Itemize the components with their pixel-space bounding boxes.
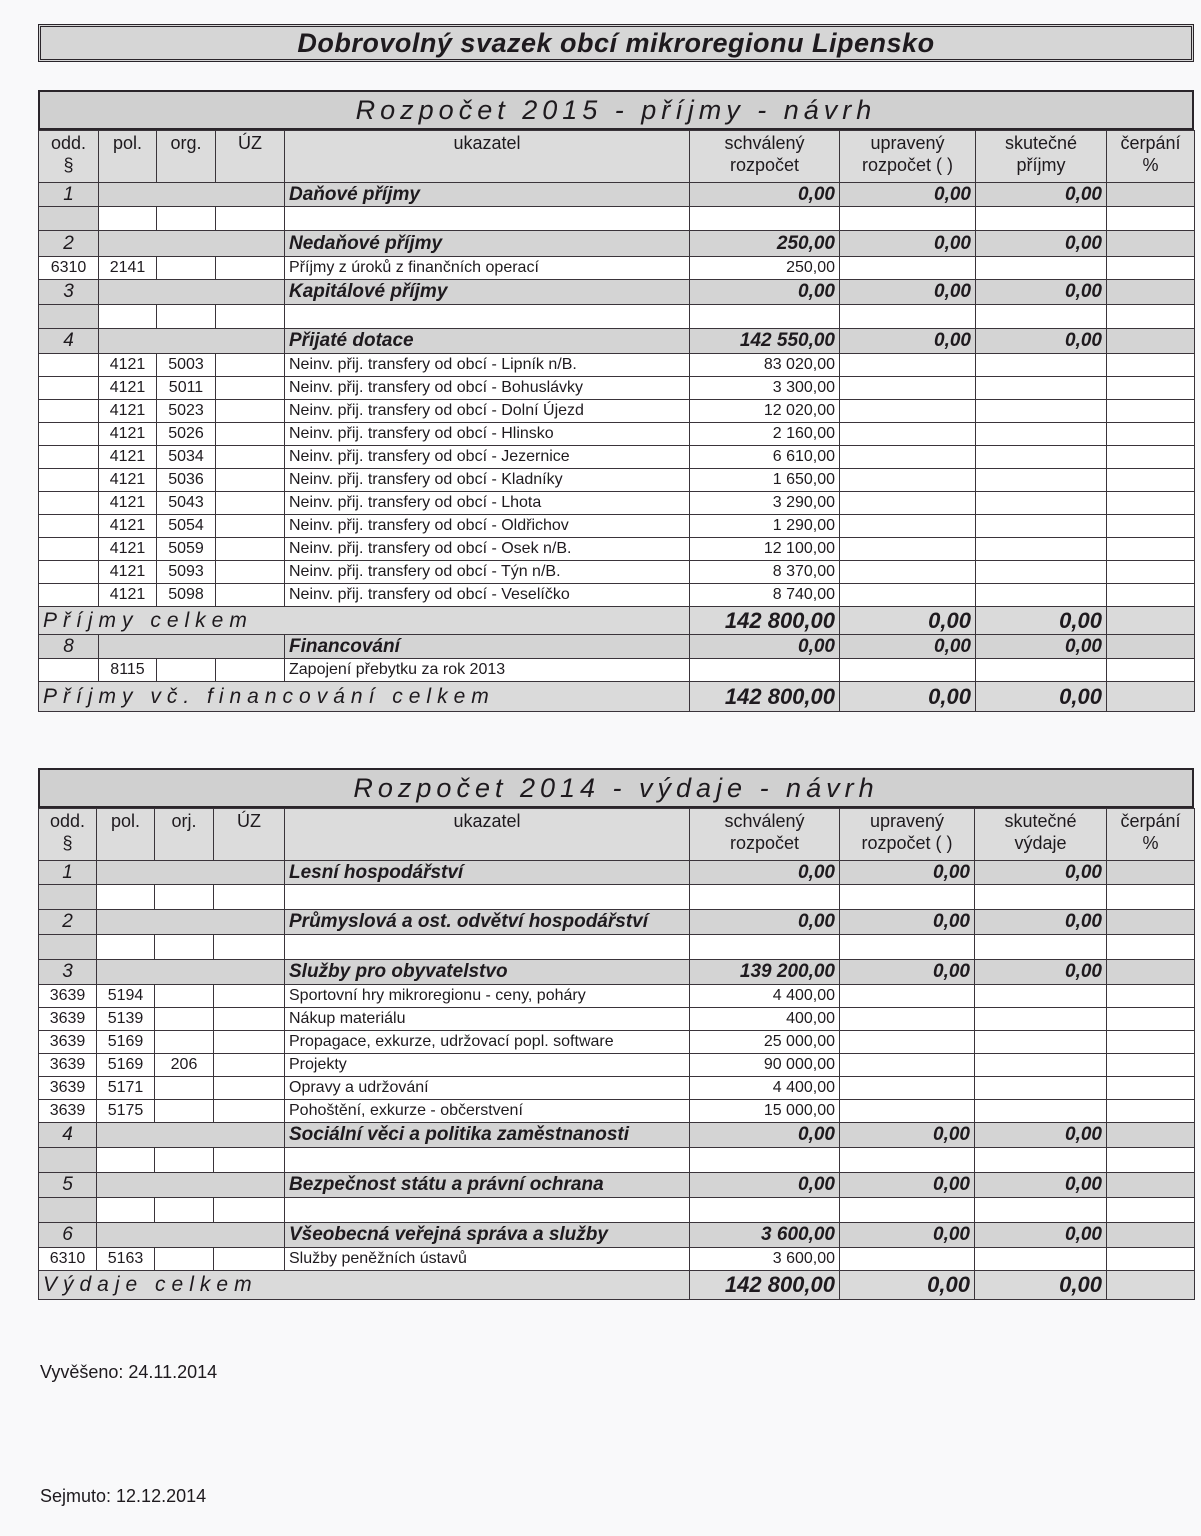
- category-name: Nedaňové příjmy: [285, 231, 690, 257]
- blank-row: [39, 1198, 1195, 1223]
- header-odd: odd. §: [39, 131, 99, 183]
- blank-row: [39, 885, 1195, 910]
- header-uz: ÚZ: [214, 809, 285, 861]
- posted-date: Vyvěšeno: 24.11.2014: [40, 1362, 218, 1382]
- removed-date: Sejmuto: 12.12.2014: [40, 1486, 207, 1506]
- table-row: 6310 5163 Služby peněžních ústavů 3 600,00: [39, 1248, 1195, 1271]
- category-name: Kapitálové příjmy: [285, 280, 690, 305]
- header-org: org.: [157, 131, 216, 183]
- blank-row: [39, 305, 1195, 329]
- header-schvaleny: schválený rozpočet: [690, 809, 840, 861]
- table-row: 8115 Zapojení přebytku za rok 2013: [39, 659, 1195, 682]
- document-title-box: [38, 24, 1194, 62]
- header-odd: odd. §: [39, 809, 97, 861]
- header-upraveny: upravený rozpočet ( ): [840, 131, 976, 183]
- income-section-title: Rozpočet 2015 - příjmy - návrh: [38, 90, 1194, 130]
- income-header-row: [39, 131, 1195, 183]
- table-row: 4121 5059 Neinv. přij. transfery od obcí - Osek n/B. 12 100,00: [39, 538, 1195, 561]
- category-row: 5 Bezpečnost státu a právní ochrana 0,00 0,00 0,00: [39, 1173, 1195, 1198]
- income-table: [38, 130, 1195, 712]
- category-row: 1 Daňové příjmy 0,00 0,00 0,00: [39, 183, 1195, 207]
- header-ukazatel: ukazatel: [285, 131, 690, 183]
- table-row: 4121 5026 Neinv. přij. transfery od obcí - Hlinsko 2 160,00: [39, 423, 1195, 446]
- blank-row: [39, 1148, 1195, 1173]
- header-ukazatel: ukazatel: [285, 809, 690, 861]
- category-name: Bezpečnost státu a právní ochrana: [285, 1173, 690, 1198]
- table-row: 4121 5093 Neinv. přij. transfery od obcí - Týn n/B. 8 370,00: [39, 561, 1195, 584]
- table-row: 4121 5043 Neinv. přij. transfery od obcí - Lhota 3 290,00: [39, 492, 1195, 515]
- header-pol: pol.: [99, 131, 157, 183]
- table-row: 4121 5003 Neinv. přij. transfery od obcí - Lipník n/B. 83 020,00: [39, 354, 1195, 377]
- category-row: 1 Lesní hospodářství 0,00 0,00 0,00: [39, 861, 1195, 885]
- blank-row: [39, 207, 1195, 231]
- category-row: 3 Služby pro obyvatelstvo 139 200,00 0,00 0,00: [39, 960, 1195, 985]
- header-cerpani: čerpání %: [1107, 809, 1195, 861]
- category-row: 4 Přijaté dotace 142 550,00 0,00 0,00: [39, 329, 1195, 354]
- category-name: Služby pro obyvatelstvo: [285, 960, 690, 985]
- category-name: Průmyslová a ost. odvětví hospodářství: [285, 910, 690, 935]
- table-row: 3639 5171 Opravy a udržování 4 400,00: [39, 1077, 1195, 1100]
- table-row: 3639 5139 Nákup materiálu 400,00: [39, 1008, 1195, 1031]
- category-name: Daňové příjmy: [285, 183, 690, 207]
- table-row: 4121 5098 Neinv. přij. transfery od obcí - Veselíčko 8 740,00: [39, 584, 1195, 607]
- header-schvaleny: schválený rozpočet: [690, 131, 840, 183]
- table-row: 3639 5169 Propagace, exkurze, udržovací popl. software 25 000,00: [39, 1031, 1195, 1054]
- expense-header-row: [39, 809, 1195, 861]
- income-grand-total-row: Příjmy vč. financování celkem 142 800,00 0,00 0,00: [39, 682, 1195, 712]
- table-row: 4121 5034 Neinv. přij. transfery od obcí - Jezernice 6 610,00: [39, 446, 1195, 469]
- blank-row: [39, 935, 1195, 960]
- table-row: 4121 5054 Neinv. přij. transfery od obcí - Oldřichov 1 290,00: [39, 515, 1195, 538]
- expense-total-row: Výdaje celkem 142 800,00 0,00 0,00: [39, 1271, 1195, 1300]
- table-row: 6310 2141 Příjmy z úroků z finančních operací 250,00: [39, 257, 1195, 280]
- category-name: Lesní hospodářství: [285, 861, 690, 885]
- total-label: Příjmy celkem: [39, 607, 690, 635]
- category-name: Financování: [285, 635, 690, 659]
- category-name: Všeobecná veřejná správa a služby: [285, 1223, 690, 1248]
- income-total-row: Příjmy celkem 142 800,00 0,00 0,00: [39, 607, 1195, 635]
- table-row: 4121 5036 Neinv. přij. transfery od obcí - Kladníky 1 650,00: [39, 469, 1195, 492]
- category-name: Sociální věci a politika zaměstnanosti: [285, 1123, 690, 1148]
- expense-table: [38, 808, 1195, 1300]
- category-row: 2 Průmyslová a ost. odvětví hospodářství 0,00 0,00 0,00: [39, 910, 1195, 935]
- expense-section-title: Rozpočet 2014 - výdaje - návrh: [38, 768, 1194, 808]
- table-row: 3639 5194 Sportovní hry mikroregionu - ceny, poháry 4 400,00: [39, 985, 1195, 1008]
- header-skutecne: skutečné příjmy: [976, 131, 1107, 183]
- table-row: 3639 5175 Pohoštění, exkurze - občerstvení 15 000,00: [39, 1100, 1195, 1123]
- grand-total-label: Příjmy vč. financování celkem: [39, 682, 690, 712]
- total-label: Výdaje celkem: [39, 1271, 690, 1300]
- header-skutecne: skutečné výdaje: [975, 809, 1107, 861]
- table-row: 3639 5169 206 Projekty 90 000,00: [39, 1054, 1195, 1077]
- category-row: 8 Financování 0,00 0,00 0,00: [39, 635, 1195, 659]
- document-title: Dobrovolný svazek obcí mikroregionu Lipensko: [297, 27, 935, 58]
- header-cerpani: čerpání %: [1107, 131, 1195, 183]
- category-row: 6 Všeobecná veřejná správa a služby 3 600,00 0,00 0,00: [39, 1223, 1195, 1248]
- header-uz: ÚZ: [216, 131, 285, 183]
- category-row: 2 Nedaňové příjmy 250,00 0,00 0,00: [39, 231, 1195, 257]
- category-row: 4 Sociální věci a politika zaměstnanosti 0,00 0,00 0,00: [39, 1123, 1195, 1148]
- table-row: 4121 5011 Neinv. přij. transfery od obcí - Bohuslávky 3 300,00: [39, 377, 1195, 400]
- table-row: 4121 5023 Neinv. přij. transfery od obcí - Dolní Újezd 12 020,00: [39, 400, 1195, 423]
- category-name: Přijaté dotace: [285, 329, 690, 354]
- category-row: 3 Kapitálové příjmy 0,00 0,00 0,00: [39, 280, 1195, 305]
- header-pol: pol.: [97, 809, 155, 861]
- header-upraveny: upravený rozpočet ( ): [840, 809, 975, 861]
- header-orj: orj.: [155, 809, 214, 861]
